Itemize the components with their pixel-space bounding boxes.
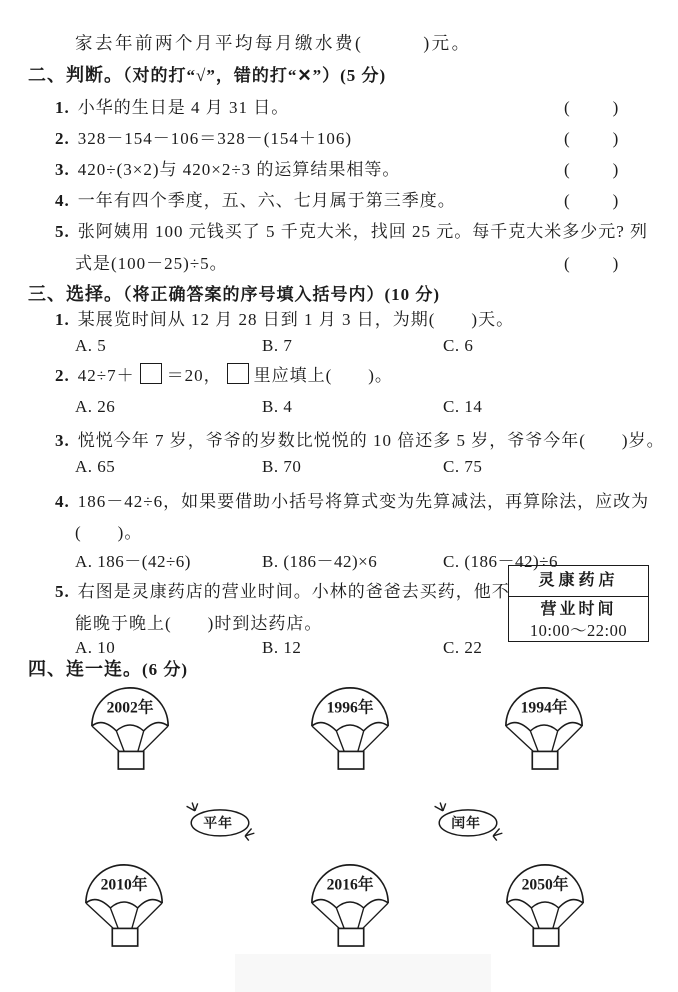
question-number: 1. [55,310,70,329]
judge-item-text: 小华的生日是 4 月 31 日。 [77,98,290,117]
option-c: C. (186－42)÷6 [443,552,558,571]
choice-q1 [55,305,514,330]
parachute-2016 [307,856,395,950]
parachute-icon [81,856,169,950]
answer-bracket: ( ) [564,191,622,210]
option-b: B. (186－42)×6 [262,552,378,571]
judge-item-text: 420÷(3×2)与 420×2÷3 的运算结果相等。 [77,160,401,179]
question-text: 右图是灵康药店的营业时间。小林的爸爸去买药，他不 [77,582,510,601]
year-label: 2050年 [521,876,569,894]
option-a: A. 5 [75,336,107,355]
judge-item-number: 5. [55,222,70,241]
blank-box [140,363,162,384]
answer-bracket: ( ) [564,254,622,273]
business-hours-value: 10:00～22:00 [529,621,628,640]
judge-section-note: （对的打“√”，错的打“✕”）(5 分) [123,66,387,85]
match-section-note: (6 分) [142,660,189,679]
category-label: 平年 [203,816,233,832]
question-text: 某展览时间从 12 月 28 日到 1 月 3 日，为期( )天。 [77,310,515,329]
parachute-2010 [81,856,169,950]
question-number: 4. [55,492,70,511]
choice-q4-line2 [75,518,142,543]
judge-item-text: 式是(100－25)÷5。 [75,254,228,273]
question-text: ( )。 [75,523,143,542]
question-text-part3: 里应填上( )。 [253,366,393,385]
parachute-icon [307,679,395,773]
grass-mark-icon [493,829,502,841]
judge-item-4 [55,186,456,211]
option-a: A. 65 [75,457,116,476]
business-hours-label: 营业时间 [540,601,617,618]
question-text-part1: 42÷7＋ [77,366,135,385]
judge-item-5-line2 [75,249,228,274]
parachute-icon [501,679,589,773]
grass-mark-icon [245,829,254,841]
judge-section-heading [28,61,386,87]
answer-bracket: ( ) [564,129,622,148]
choice-q2 [55,361,393,386]
judge-item-number: 3. [55,160,70,179]
judge-item-1 [55,93,289,118]
pharmacy-hours-cell [509,597,648,641]
parachute-icon [307,856,395,950]
judge-section-title: 二、判断。 [28,65,123,85]
question-text-part2: ＝20， [166,366,222,385]
match-section-title: 四、连一连。 [28,659,142,679]
judge-item-2 [55,124,352,149]
oval-icon [181,797,259,847]
parachute-2002 [87,679,175,773]
judge-item-5-line1 [55,217,648,242]
answer-bracket: ( ) [564,160,622,179]
parachute-1994 [501,679,589,773]
option-a: A. 186－(42÷6) [75,552,191,571]
parachute-1996 [307,679,395,773]
intro-line: 家去年前两个月平均每月缴水费( )元。 [75,33,472,53]
answer-bracket: ( ) [564,98,622,117]
match-section-heading [28,655,188,681]
parachute-icon [502,856,590,950]
oval-icon [429,797,507,847]
judge-item-number: 4. [55,191,70,210]
category-common-year [181,797,259,847]
pharmacy-sign [508,565,649,642]
option-c: C. 22 [443,638,483,657]
choice-q4-line1 [55,487,649,512]
judge-item-number: 2. [55,129,70,148]
question-text: 悦悦今年 7 岁，爷爷的岁数比悦悦的 10 倍还多 5 岁，爷爷今年( )岁。 [77,431,665,450]
choice-q5-line1 [55,577,510,602]
year-label: 1994年 [520,699,568,717]
judge-item-3 [55,155,400,180]
option-c: C. 6 [443,336,474,355]
judge-item-number: 1. [55,98,70,117]
category-label: 闰年 [451,816,481,832]
judge-item-text: 张阿姨用 100 元钱买了 5 千克大米，找回 25 元。每千克大米多少元? 列 [77,222,649,241]
parachute-2050 [502,856,590,950]
choice-section-note: （将正确答案的序号填入括号内）(10 分) [123,285,441,304]
option-c: C. 14 [443,397,483,416]
blank-box [227,363,249,384]
parachute-icon [87,679,175,773]
option-a: A. 10 [75,638,116,657]
option-b: B. 7 [262,336,293,355]
choice-section-title: 三、选择。 [28,284,123,304]
choice-q3 [55,426,665,451]
option-b: B. 12 [262,638,302,657]
option-a: A. 26 [75,397,116,416]
judge-item-text: 一年有四个季度，五、六、七月属于第三季度。 [77,191,456,210]
option-b: B. 4 [262,397,293,416]
option-b: B. 70 [262,457,302,476]
year-label: 1996年 [326,699,374,717]
choice-section-heading [28,280,440,306]
question-text: 186－42÷6，如果要借助小括号将算式变为先算减法，再算除法，应改为 [77,492,650,511]
category-leap-year [429,797,507,847]
question-text: 能晚于晚上( )时到达药店。 [75,614,323,633]
scan-artifact [235,954,491,992]
question-number: 2. [55,366,70,385]
grass-mark-icon [435,803,446,811]
question-number: 5. [55,582,70,601]
choice-q5-line2 [75,609,322,634]
pharmacy-name: 灵康药店 [509,566,648,597]
year-label: 2010年 [100,876,148,894]
grass-mark-icon [187,803,198,811]
year-label: 2002年 [106,699,154,717]
option-c: C. 75 [443,457,483,476]
year-label: 2016年 [326,876,374,894]
judge-item-text: 328－154－106＝328－(154＋106) [77,129,353,148]
question-number: 3. [55,431,70,450]
